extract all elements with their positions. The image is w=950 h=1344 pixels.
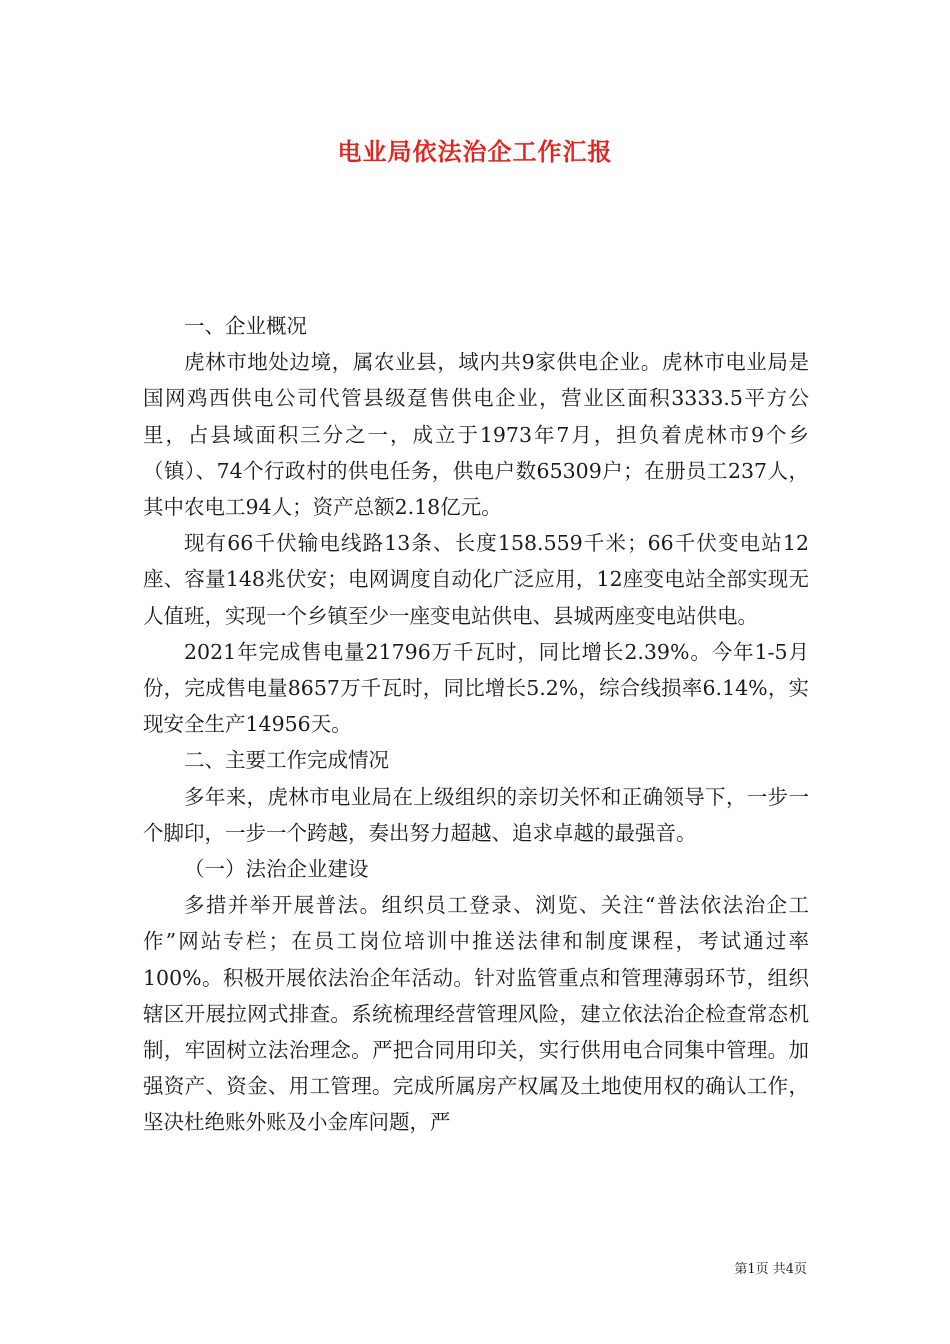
document-body: [143, 308, 809, 1141]
section-heading-overview: 一、企业概况: [184, 314, 307, 338]
paragraph-achievements: 多年来，虎林市电业局在上级组织的亲切关怀和正确领导下，一步一个脚印，一步一个跨越，奏出努力超越、追求卓越的最强音。: [143, 784, 809, 845]
page-indicator: 第1页 共4页: [734, 1262, 807, 1277]
section-heading-main-work: 二、主要工作完成情况: [184, 748, 389, 773]
subsection-heading-rule-of-law: （一）法治企业建设: [184, 857, 369, 882]
paragraph-company-profile: 虎林市地处边境，属农业县，域内共9家供电企业。虎林市电业局是国网鸡西供电公司代管县级趸售供电企业，营业区面积3333.5平方公里，占县域面积三分之一，成立于1973年7月，担负着虎林市9个乡（镇）、74个行政村的供电任务，供电户数65309户；在册员工237人，其中农电工94人；资产总额2.18亿元。: [143, 350, 809, 520]
paragraph-grid-facilities: 现有66千伏输电线路13条、长度158.559千米；66千伏变电站12座、容量148兆伏安；电网调度自动化广泛应用，12座变电站全部实现无人值班，实现一个乡镇至少一座变电站供电、县城两座变电站供电。: [143, 531, 809, 628]
paragraph-legal-education: 多措并举开展普法。组织员工登录、浏览、关注“普法依法治企工作”网站专栏；在员工岗位培训中推送法律和制度课程，考试通过率100%。积极开展依法治企年活动。针对监管重点和管理薄弱环节，组织辖区开展拉网式排查。系统梳理经营管理风险，建立依法治企检查常态机制，牢固树立法治理念。严把合同用印关，实行供用电合同集中管理。加强资产、资金、用工管理。完成所属房产权属及土地使用权的确认工作，坚决杜绝账外账及小金库问题，严: [143, 893, 809, 1135]
document-title: 电业局依法治企工作汇报: [337, 137, 613, 166]
paragraph-sales-stats: 2021年完成售电量21796万千瓦时，同比增长2.39%。今年1-5月份，完成售电量8657万千瓦时，同比增长5.2%，综合线损率6.14%，实现安全生产14956天。: [143, 639, 809, 737]
